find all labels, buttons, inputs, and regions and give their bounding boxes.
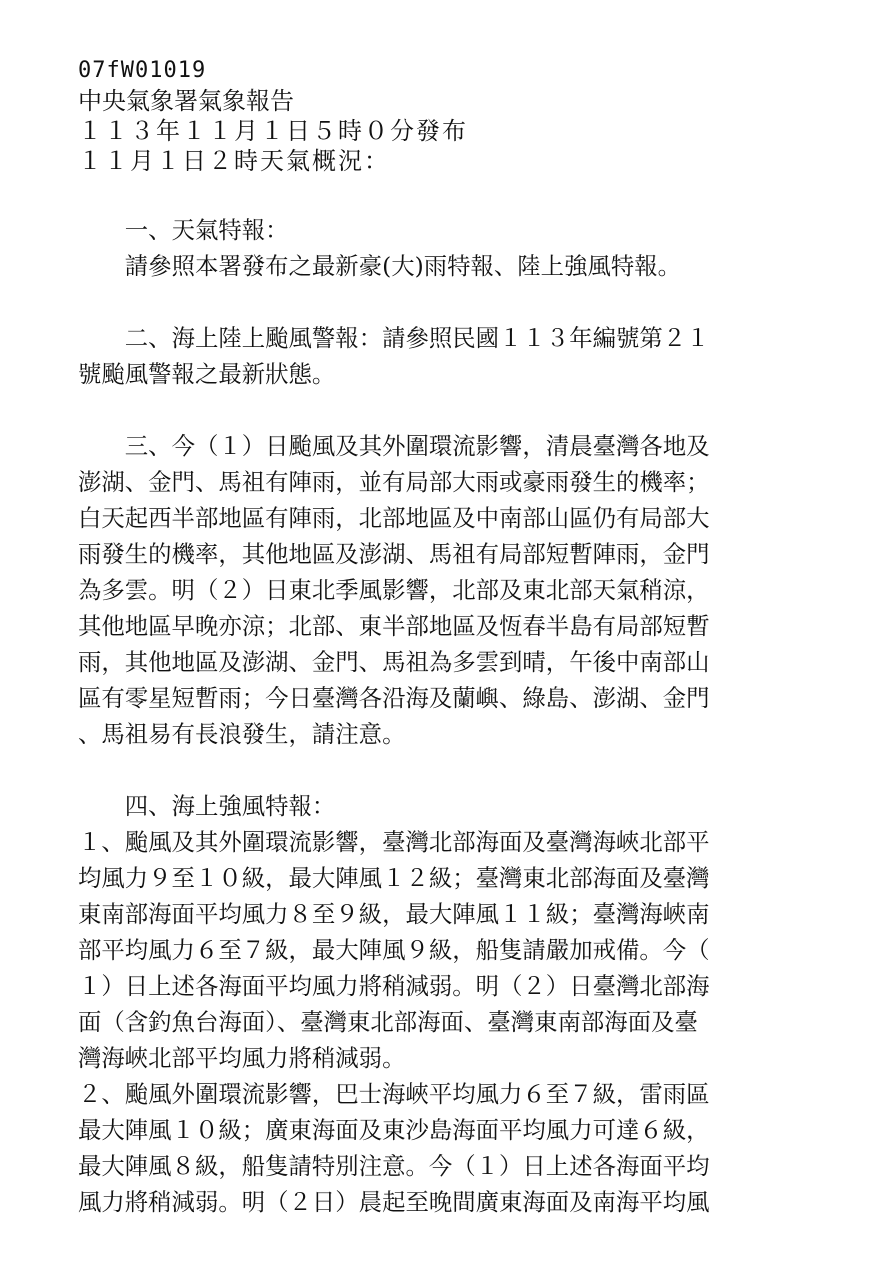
paragraph-line: １、颱風及其外圍環流影響，臺灣北部海面及臺灣海峽北部平 (78, 828, 710, 856)
paragraph-line: 二、海上陸上颱風警報：請參照民國１１３年編號第２１ (124, 324, 710, 352)
paragraph-line: 號颱風警報之最新狀態。 (78, 360, 336, 388)
weather-report-document (78, 56, 808, 1220)
issue-time: １１３年１１月１日５時０分發布 (78, 117, 468, 145)
paragraph-line: 雨發生的機率，其他地區及澎湖、馬祖有局部短暫陣雨，金門 (78, 540, 710, 568)
paragraph-line: 其他地區早晚亦涼；北部、東半部地區及恆春半島有局部短暫 (78, 612, 710, 640)
spacer (78, 392, 808, 428)
paragraph-line: 三、今（１）日颱風及其外圍環流影響，清晨臺灣各地及 (124, 432, 710, 460)
paragraph-line: 東南部海面平均風力８至９級，最大陣風１１級；臺灣海峽南 (78, 900, 710, 928)
paragraph-line: 風力將稍減弱。明（２日）晨起至晚間廣東海面及南海平均風 (78, 1188, 710, 1216)
paragraph-line: 均風力９至１０級，最大陣風１２級；臺灣東北部海面及臺灣 (78, 864, 710, 892)
paragraph-line: 為多雲。明（２）日東北季風影響，北部及東北部天氣稍涼， (78, 576, 710, 604)
document-code: 07fW01019 (78, 58, 207, 83)
section-marine-wind-advisory (78, 788, 808, 1220)
paragraph-line: 最大陣風１０級；廣東海面及東沙島海面平均風力可達６級， (78, 1116, 710, 1144)
section-typhoon-warning (78, 320, 808, 392)
spacer (78, 176, 808, 212)
paragraph-line: ２、颱風外圍環流影響，巴士海峽平均風力６至７級，雷雨區 (78, 1080, 710, 1108)
paragraph-line: 灣海峽北部平均風力將稍減弱。 (78, 1044, 406, 1072)
paragraph-line: 請參照本署發布之最新豪(大)雨特報、陸上強風特報。 (124, 252, 682, 280)
paragraph-line: 、馬祖易有長浪發生，請注意。 (78, 720, 406, 748)
spacer (78, 284, 808, 320)
section-weather-advisory (78, 212, 808, 284)
paragraph-line: 澎湖、金門、馬祖有陣雨，並有局部大雨或豪雨發生的機率； (78, 468, 710, 496)
paragraph-line: 區有零星短暫雨；今日臺灣各沿海及蘭嶼、綠島、澎湖、金門 (78, 684, 710, 712)
paragraph-line: 白天起西半部地區有陣雨，北部地區及中南部山區仍有局部大 (78, 504, 710, 532)
paragraph-line: １）日上述各海面平均風力將稍減弱。明（２）日臺灣北部海 (78, 972, 710, 1000)
overview-heading: １１月１日２時天氣概況： (78, 147, 390, 175)
agency-title: 中央氣象署氣象報告 (78, 87, 294, 115)
spacer (78, 752, 808, 788)
paragraph-line: 最大陣風８級，船隻請特別注意。今（１）日上述各海面平均 (78, 1152, 710, 1180)
paragraph-line: 面（含釣魚台海面）、臺灣東北部海面、臺灣東南部海面及臺 (78, 1008, 698, 1036)
section-title: 一、天氣特報： (124, 216, 289, 244)
section-forecast (78, 428, 808, 752)
paragraph-line: 部平均風力６至７級，最大陣風９級，船隻請嚴加戒備。今（ (78, 936, 710, 964)
section-title: 四、海上強風特報： (124, 792, 336, 820)
paragraph-line: 雨，其他地區及澎湖、金門、馬祖為多雲到晴，午後中南部山 (78, 648, 710, 676)
